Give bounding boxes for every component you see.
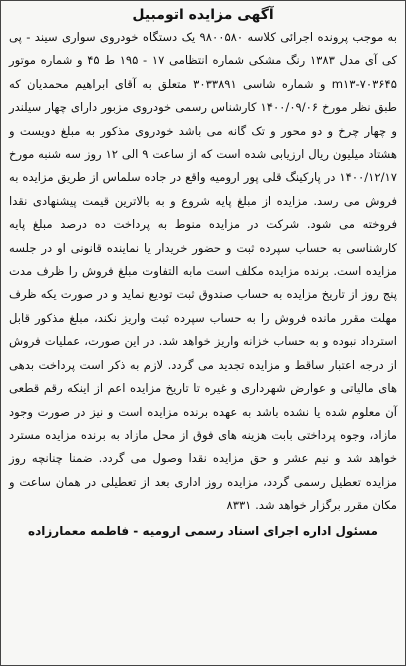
notice-body: به موجب پرونده اجرائی کلاسه ۹۸۰۰۵۸۰ یک دستگاه خودروی سواری سیند - پی کی آی مدل ۱۳۸۳ رنگ مشکی شماره انتظامی ۱۷ - ۱۹۵ ط ۴۵ و شماره موتور ۷۰۳۶۴۵-m۱۳ و شماره شاسی ۳۰۳۳۸۹۱ متعلق به آقای ابراهیم محمدیان که طبق نظر مورخ ۱۴۰۰/۰۹/۰۶ کارشناس رسمی خودروی مزبور دارای چهار سیلندر و چهار چرخ و دو محور و تک گانه می باشد خودروی مذکور به مبلغ دویست و هشتاد میلیون ریال ارزیابی شده است که از ساعت ۹ الی ۱۲ روز سه شنبه مورخ ۱۴۰۰/۱۲/۱۷ در پارکینگ قلی پور ارومیه واقع در جاده سلماس از طریق مزایده به فروش می رسد. مزایده از مبلغ پایه شروع و به بالاترین قیمت پیشنهادی نقدا فروخته می شود. شرکت در مزایده منوط به پرداخت ده درصد مبلغ پایه کارشناسی به حساب سپرده ثبت و حضور خریدار یا نماینده قانونی او در جلسه مزایده است. برنده مزایده مکلف است مابه التفاوت مبلغ فروش را ظرف مدت پنج روز از تاریخ مزایده به حساب صندوق ثبت تودیع نماید و در صورت یکه ظرف مهلت مقرر مانده فروش را به حساب سپرده ثبت واریز نکند، مبلغ مذکور قابل استرداد نبوده و به حساب خزانه واریز خواهد شد. در این صورت، عملیات فروش از درجه اعتبار ساقط و مزایده تجدید می گردد. لازم به ذکر است پرداخت بدهی های مالیاتی و عوارض شهرداری و غیره تا تاریخ مزایده اعم از اینکه رقم قطعی آن معلوم شده یا نشده باشد به عهده برنده مزایده است و نیز در صورت وجود مازاد، وجوه پرداختی بابت هزینه های فوق از محل مازاد به برنده مزایده مسترد خواهد شد و نیم عشر و حق مزایده نقدا وصول می گردد. ضمنا چنانچه روز مزایده تعطیل رسمی گردد، مزایده روز اداری بعد از تعطیلی در همان ساعت و مکان مقرر برگزار خواهد شد. ۸۳۳۱ (9, 30, 398, 513)
notice-signature: مسئول اداره اجرای اسناد رسمی ارومیه - فاطمه معمارزاده (28, 523, 378, 538)
notice-title: آگهی مزایده اتومبیل (132, 7, 274, 23)
